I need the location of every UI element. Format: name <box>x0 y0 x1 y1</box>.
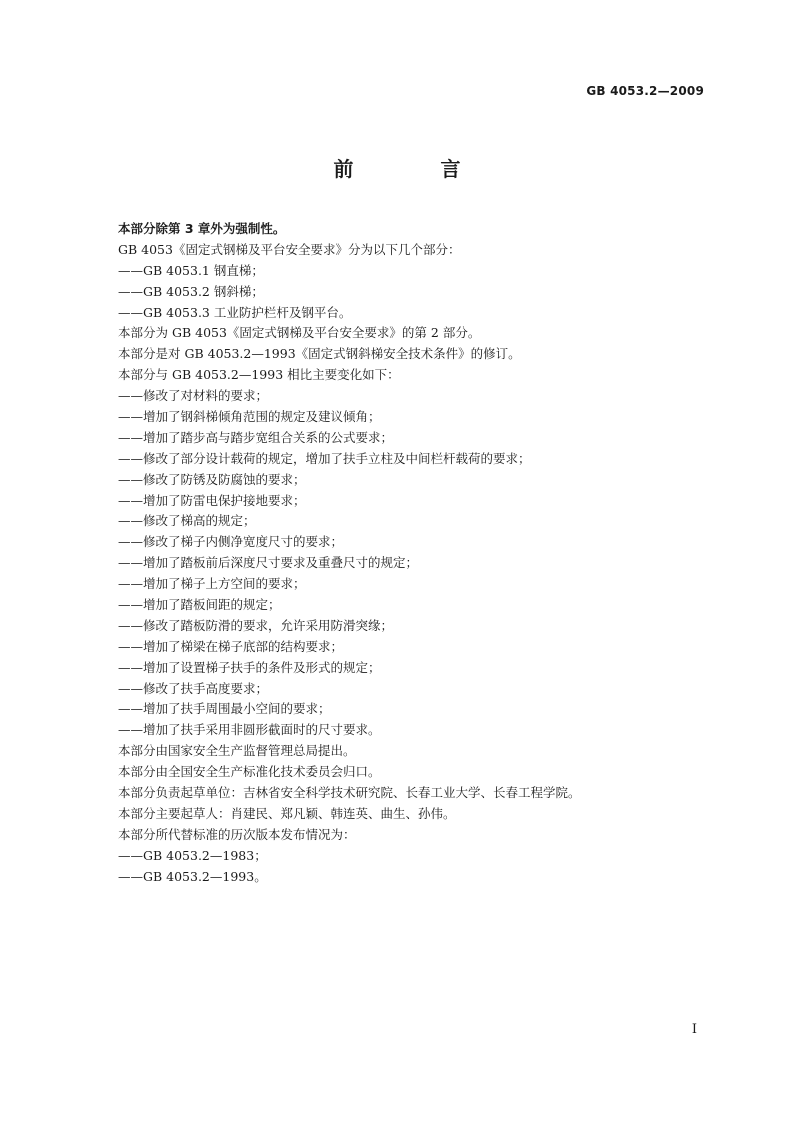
list-item: ——增加了扶手周围最小空间的要求； <box>118 701 331 717</box>
text-line: GB 4053《固定式钢梯及平台安全要求》分为以下几个部分： <box>118 241 461 257</box>
list-item: ——增加了梯子上方空间的要求； <box>118 576 306 592</box>
list-item: ——GB 4053.2 钢斜梯； <box>118 283 264 299</box>
list-item: ——修改了对材料的要求； <box>118 388 269 404</box>
list-item: ——增加了踏板间距的规定； <box>118 597 281 613</box>
text-line: 本部分所代替标准的历次版本发布情况为： <box>118 826 356 842</box>
text-line: 本部分是对 GB 4053.2—1993《固定式钢斜梯安全技术条件》的修订。 <box>118 346 521 362</box>
text-line: 本部分为 GB 4053《固定式钢梯及平台安全要求》的第 2 部分。 <box>118 325 481 341</box>
list-item: ——修改了部分设计载荷的规定，增加了扶手立柱及中间栏杆载荷的要求； <box>118 450 531 466</box>
list-item: ——GB 4053.3 工业防护栏杆及钢平台。 <box>118 304 352 320</box>
list-item: ——增加了梯梁在梯子底部的结构要求； <box>118 638 344 654</box>
list-item: ——GB 4053.2—1983； <box>118 847 267 863</box>
foreword-body <box>118 219 718 888</box>
text-line: 本部分负责起草单位：吉林省安全科学技术研究院、长春工业大学、长春工程学院。 <box>118 785 581 801</box>
list-item: ——GB 4053.2—1993。 <box>118 868 267 884</box>
list-item: ——GB 4053.1 钢直梯； <box>118 262 264 278</box>
list-item: ——修改了防锈及防腐蚀的要求； <box>118 471 306 487</box>
text-line: 本部分主要起草人：肖建民、郑凡颖、韩连英、曲生、孙伟。 <box>118 805 456 821</box>
standard-code: GB 4053.2—2009 <box>586 84 704 98</box>
list-item: ——增加了防雷电保护接地要求； <box>118 492 306 508</box>
list-item: ——增加了设置梯子扶手的条件及形式的规定； <box>118 659 381 675</box>
list-item: ——增加了踏板前后深度尺寸要求及重叠尺寸的规定； <box>118 555 419 571</box>
list-item: ——修改了梯子内侧净宽度尺寸的要求； <box>118 534 344 550</box>
page-number: I <box>691 1022 697 1037</box>
text-line: 本部分与 GB 4053.2—1993 相比主要变化如下： <box>118 367 400 383</box>
list-item: ——修改了扶手高度要求； <box>118 680 269 696</box>
list-item: ——增加了钢斜梯倾角范围的规定及建议倾角； <box>118 409 381 425</box>
list-item: ——增加了扶手采用非圆形截面时的尺寸要求。 <box>118 722 381 738</box>
list-item: ——修改了梯高的规定； <box>118 513 256 529</box>
page-title: 前 言 <box>333 157 501 181</box>
text-line: 本部分由全国安全生产标准化技术委员会归口。 <box>118 764 381 780</box>
list-item: ——增加了踏步高与踏步宽组合关系的公式要求； <box>118 429 394 445</box>
list-item: ——修改了踏板防滑的要求，允许采用防滑突缘； <box>118 617 394 633</box>
text-line: 本部分由国家安全生产监督管理总局提出。 <box>118 743 356 759</box>
mandatory-statement: 本部分除第 3 章外为强制性。 <box>118 221 286 236</box>
